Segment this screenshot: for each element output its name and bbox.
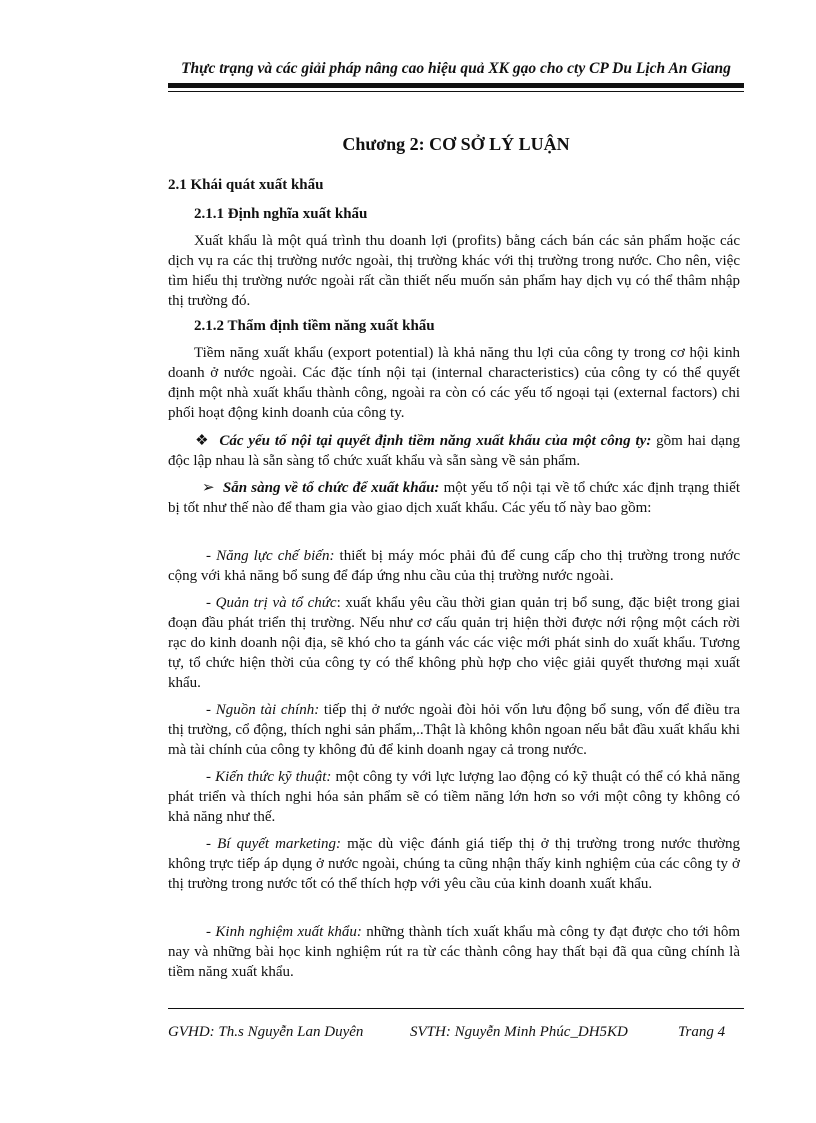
list-item: - Kinh nghiệm xuất khẩu: những thành tích xuất khẩu mà công ty đạt được cho tới hôm nay và những bài học kinh nghiệm rút ra từ các thành công hay thất bại đã qua cũng chính là tiềm năng xuất khẩu.	[168, 924, 741, 980]
arrow-bullet-icon: ➢	[202, 480, 215, 496]
header-rule-thin	[168, 91, 744, 92]
running-header: Thực trạng và các giải pháp nâng cao hiệu quả XK gạo cho cty CP Du Lịch An Giang	[181, 60, 731, 77]
header-rule-thick	[168, 83, 744, 88]
section-heading-2-1: 2.1 Khái quát xuất khẩu	[168, 177, 324, 193]
diamond-bullet-icon: ❖	[194, 433, 210, 449]
list-item: - Bí quyết marketing: mặc dù việc đánh giá tiếp thị ở thị trường trong nước thường không trực tiếp áp dụng ở nước ngoài, chúng ta cũng nhận thấy kinh nghiệm của các công ty ở thị trường trong nước tốt có thể thích hợp với yêu cầu của kinh doanh xuất khẩu.	[168, 836, 740, 892]
bullet-internal-factors: ❖ Các yếu tố nội tại quyết định tiềm năng xuất khẩu của một công ty: gồm hai dạng độc lập nhau là sẵn sàng tổ chức xuất khẩu và sẵn sàng về sản phẩm.	[168, 433, 741, 469]
list-item: - Năng lực chế biến: thiết bị máy móc phải đủ để cung cấp cho thị trường trong nước cộng với khả năng bổ sung để đáp ứng nhu cầu của thị trường nước ngoài.	[168, 548, 740, 584]
footer-student: SVTH: Nguyễn Minh Phúc_DH5KD	[410, 1024, 628, 1040]
list-item: - Quản trị và tổ chức: xuất khẩu yêu cầu thời gian quản trị bổ sung, đặc biệt trong giai đoạn đầu phát triển thị trường. Nếu như cơ cấu quản trị hiện thời được nới rộng một cách rời rạc do kinh doanh nội địa, sẽ khó cho ta gánh vác các việc mới phát sinh do xuất khẩu. Tương tự, tổ chức hiện thời của công ty có thể không phù hợp cho việc giải quyết thương mại xuất khẩu.	[168, 595, 741, 691]
bullet-organization-readiness: ➢ Sẵn sàng về tổ chức để xuất khẩu: một yếu tố nội tại về tổ chức xác định trạng thiết bị tốt như thế nào để tham gia vào giao dịch xuất khẩu. Các yếu tố này bao gồm:	[168, 480, 741, 516]
footer-advisor: GVHD: Th.s Nguyễn Lan Duyên	[168, 1024, 364, 1040]
footer-page-number: Trang 4	[678, 1024, 726, 1040]
paragraph-definition: Xuất khẩu là một quá trình thu doanh lợi (profits) bằng cách bán các sản phẩm hoặc các dịch vụ ra các thị trường nước ngoài, thị trường khác với thị trường trong nước. Cho nên, việc tìm hiểu thị trường nước ngoài rất cần thiết nếu muốn sản phẩm hay dịch vụ có thể thâm nhập thị trường đó.	[168, 233, 740, 309]
list-item: - Kiến thức kỹ thuật: một công ty với lực lượng lao động có kỹ thuật có thể có khả năng phát triển và thích nghi hóa sản phẩm sẽ có tiềm năng lớn hơn so với một công ty không có khả năng như thế.	[168, 769, 740, 825]
section-heading-2-1-2: 2.1.2 Thẩm định tiềm năng xuất khẩu	[194, 318, 435, 334]
footer-rule	[168, 1008, 744, 1009]
chapter-title: Chương 2: CƠ SỞ LÝ LUẬN	[342, 134, 570, 154]
section-heading-2-1-1: 2.1.1 Định nghĩa xuất khẩu	[194, 206, 368, 222]
paragraph-potential: Tiềm năng xuất khẩu (export potential) là khả năng thu lợi của công ty trong cơ hội kinh doanh ở nước ngoài. Các đặc tính nội tại (internal characteristics) của công ty có thể quyết định một nhà xuất khẩu thành công, ngoài ra còn có các yếu tố ngoại tại (external factors) chi phối hoạt động kinh doanh của công ty.	[168, 345, 740, 421]
list-item: - Nguồn tài chính: tiếp thị ở nước ngoài đòi hỏi vốn lưu động bổ sung, vốn để điều tra thị trường, cổ động, thích nghi sản phẩm,..Thật là không khôn ngoan nếu bắt đầu xuất khẩu khi mà tài chính của công ty không đủ để kinh doanh ngay cả trong nước.	[168, 702, 740, 758]
